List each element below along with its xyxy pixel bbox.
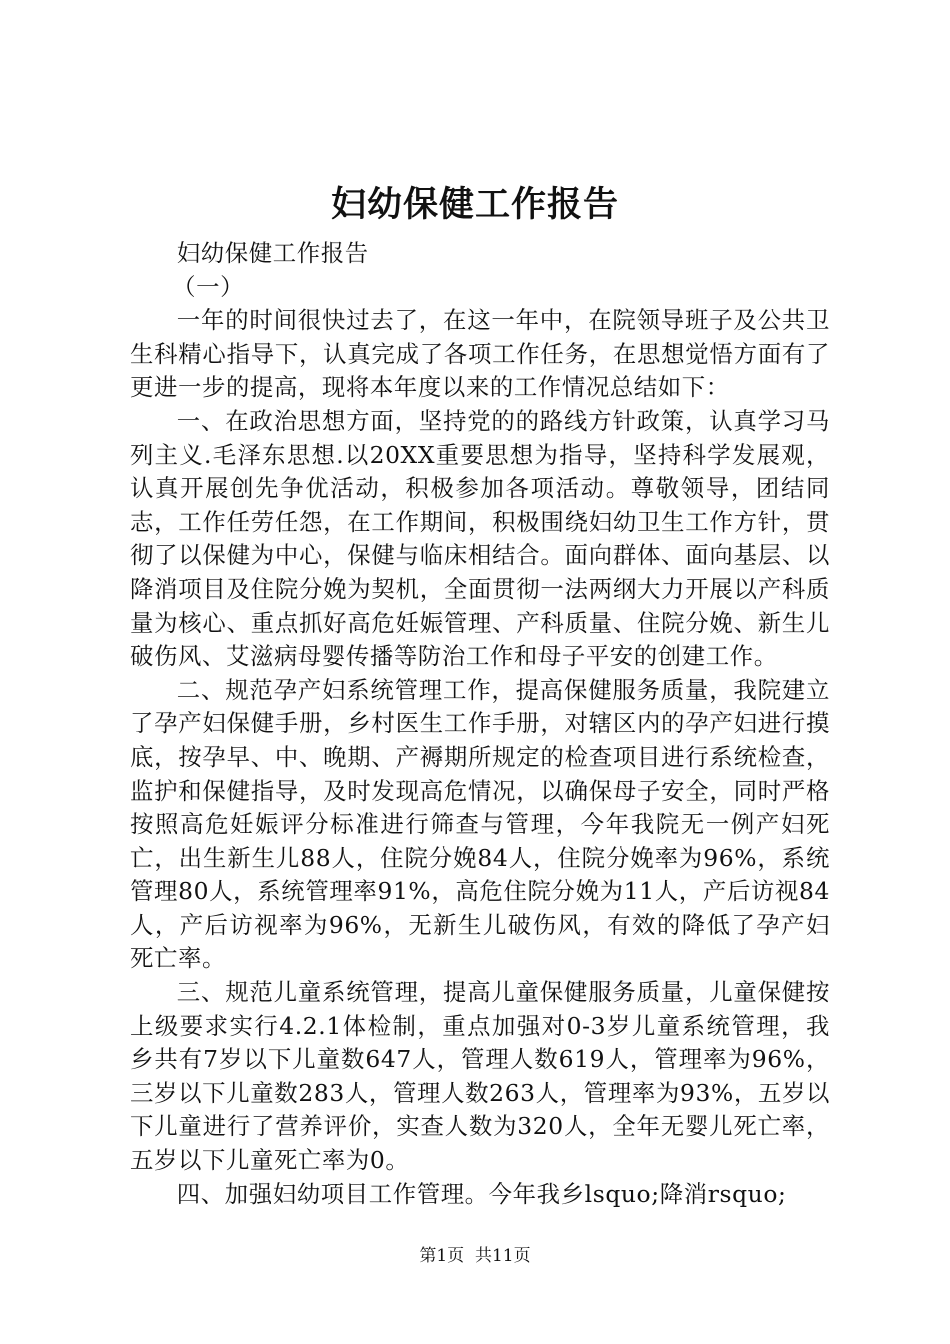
document-body — [130, 237, 830, 1211]
paragraph-child: 三、规范儿童系统管理，提高儿童保健服务质量，儿童保健按上级要求实行4.2.1体检制，重点加强对0-3岁儿童系统管理，我乡共有7岁以下儿童数647人，管理人数619人，管理率为96%，三岁以下儿童数283人，管理人数263人，管理率为93%，五岁以下儿童进行了营养评价，实查人数为320人，全年无婴儿死亡率，五岁以下儿童死亡率为0。 — [130, 978, 830, 1175]
paragraph-maternal: 二、规范孕产妇系统管理工作，提高保健服务质量，我院建立了孕产妇保健手册，乡村医生工作手册，对辖区内的孕产妇进行摸底，按孕早、中、晚期、产褥期所规定的检查项目进行系统检查，监护和保健指导，及时发现高危情况，以确保母子安全，同时严格按照高危妊娠评分标准进行筛查与管理，今年我院无一例产妇死亡，出生新生儿88人，住院分娩84人，住院分娩率为96%，系统管理80人，系统管理率91%，高危住院分娩为11人，产后访视84人，产后访视率为96%，无新生儿破伤风，有效的降低了孕产妇死亡率。 — [130, 675, 830, 973]
paragraph-intro: 一年的时间很快过去了，在这一年中，在院领导班子及公共卫生科精心指导下，认真完成了各项工作任务，在思想觉悟方面有了更进一步的提高，现将本年度以来的工作情况总结如下： — [130, 306, 830, 402]
document-subtitle: 妇幼保健工作报告 — [176, 239, 369, 267]
page-footer — [0, 1244, 950, 1268]
paragraph-project: 四、加强妇幼项目工作管理。今年我乡lsquo;降消rsquo; — [176, 1179, 787, 1208]
document-title: 妇幼保健工作报告 — [330, 184, 619, 225]
paragraph-political: 一、在政治思想方面，坚持党的的路线方针政策，认真学习马列主义.毛泽东思想.以20XX重要思想为指导，坚持科学发展观，认真开展创先争优活动，积极参加各项活动。尊敬领导，团结同志，工作任劳任怨，在工作期间，积极围绕妇幼卫生工作方针，贯彻了以保健为中心，保健与临床相结合。面向群体、面向基层、以降消项目及住院分娩为契机，全面贯彻一法两纲大力开展以产科质量为核心、重点抓好高危妊娠管理、产科质量、住院分娩、新生儿破伤风、艾滋病母婴传播等防治工作和母子平安的创建工作。 — [130, 406, 830, 671]
page-number: 第1页 共11页 — [419, 1246, 531, 1266]
section-mark: （一） — [172, 272, 245, 301]
